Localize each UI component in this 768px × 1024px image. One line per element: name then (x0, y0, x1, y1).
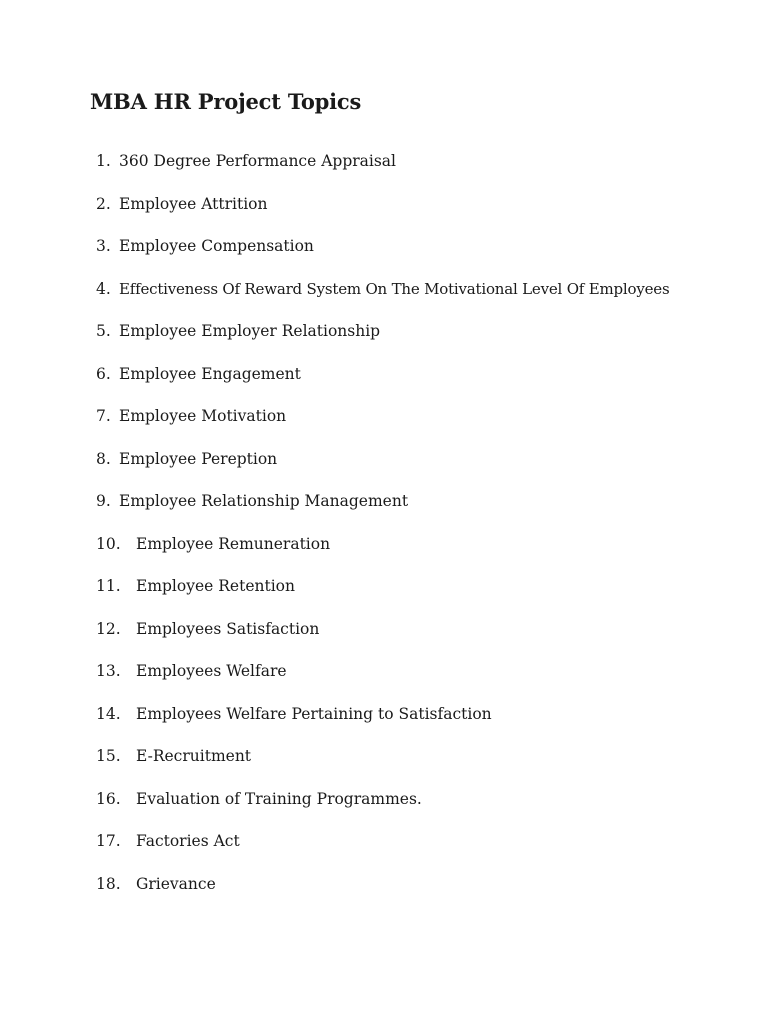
list-item-number: 14. (96, 704, 121, 723)
list-item-text: Employee Retention (136, 577, 295, 595)
list-item (0, 446, 768, 489)
list-item (0, 658, 768, 701)
list-item (0, 616, 768, 659)
list-item (0, 786, 768, 829)
list-item-text: Employee Remuneration (136, 534, 331, 553)
list-item-text: Grievance (136, 874, 216, 893)
list-item-text: Effectiveness Of Reward System On The Motivational Level Of Employees (119, 279, 670, 298)
list-item-number: 11. (96, 577, 121, 595)
list-item-number: 17. (96, 832, 121, 850)
list-item-text: Employees Welfare Pertaining to Satisfaction (136, 704, 492, 723)
list-item-number: 3. (96, 237, 111, 255)
list-item (0, 148, 768, 191)
list-item-text: E-Recruitment (136, 747, 252, 765)
list-item-text: Employee Attrition (119, 194, 268, 213)
list-item-text: Employee Compensation (119, 237, 314, 255)
list-item-text: Employee Pereption (119, 449, 278, 468)
list-item-number: 4. (96, 279, 111, 298)
list-item-number: 9. (96, 492, 111, 510)
list-item (0, 531, 768, 574)
list-item-number: 8. (96, 449, 111, 468)
list-item-text: 360 Degree Performance Appraisal (119, 152, 397, 170)
list-item (0, 871, 768, 914)
list-item-text: Employee Relationship Management (119, 492, 409, 510)
list-item-text: Employee Employer Relationship (119, 322, 381, 340)
list-item (0, 743, 768, 786)
list-item (0, 488, 768, 531)
page-title: MBA HR Project Topics (90, 89, 362, 114)
list-item-number: 18. (96, 874, 121, 893)
list-item-text: Evaluation of Training Programmes. (136, 789, 422, 808)
list-item (0, 276, 768, 319)
list-item-text: Factories Act (136, 832, 240, 850)
list-item-text: Employee Motivation (119, 407, 287, 425)
list-item-number: 5. (96, 322, 111, 340)
list-item-number: 6. (96, 364, 111, 383)
list-item-number: 13. (96, 662, 121, 680)
list-item-number: 7. (96, 407, 111, 425)
list-item (0, 361, 768, 404)
list-item-number: 1. (96, 152, 111, 170)
list-item-text: Employees Welfare (136, 662, 287, 680)
list-item (0, 318, 768, 361)
list-item (0, 828, 768, 871)
list-item-number: 10. (96, 534, 121, 553)
list-item (0, 191, 768, 234)
list-item (0, 403, 768, 446)
list-item (0, 233, 768, 276)
list-item-text: Employee Engagement (119, 364, 301, 383)
list-item-number: 12. (96, 619, 121, 638)
list-item (0, 573, 768, 616)
list-item-text: Employees Satisfaction (136, 619, 320, 638)
list-item-number: 2. (96, 194, 111, 213)
topic-list (0, 148, 768, 913)
list-item-number: 16. (96, 789, 121, 808)
list-item (0, 701, 768, 744)
list-item-number: 15. (96, 747, 121, 765)
